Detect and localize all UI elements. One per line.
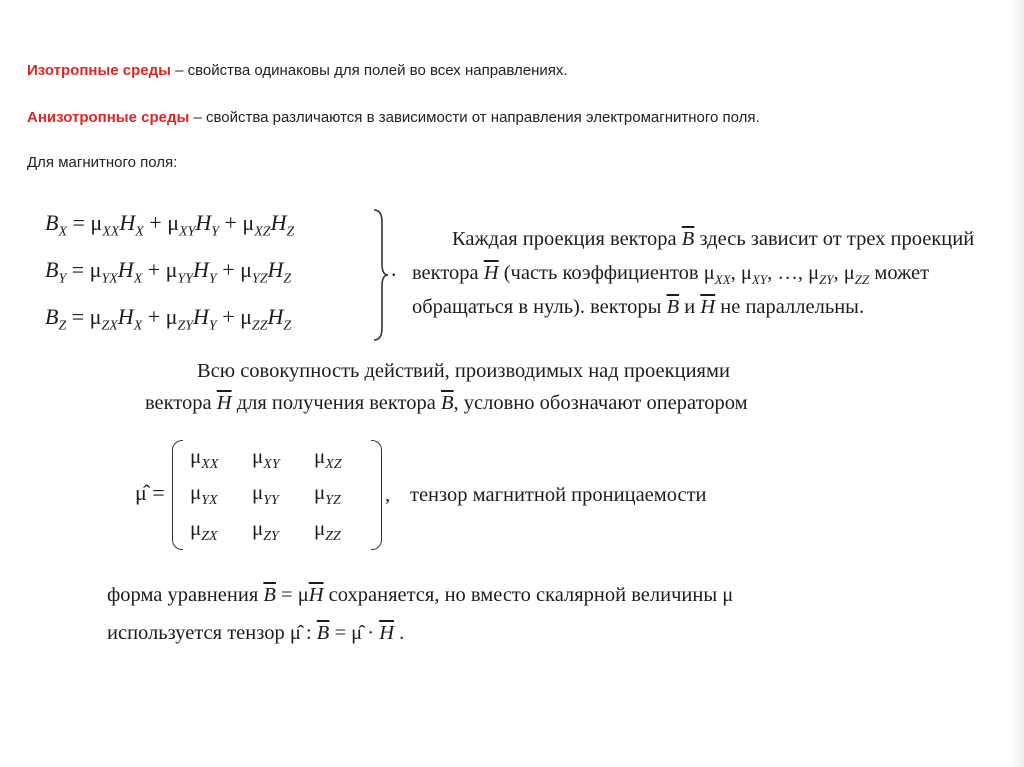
eq-h-sub: Z [283,318,292,334]
eq-lhs: B [45,304,59,329]
eq-h-sub: Y [208,318,217,334]
eq-h-sub: Z [286,224,295,240]
tensor-symbol: μ̂ [135,480,147,505]
tensor-comma: , [385,484,391,506]
vector-b: $\overline{B}$ [666,296,680,318]
eq-h-sub: Y [208,271,217,287]
isotropic-term: Изотропные среды [27,62,171,79]
vector-h: $\overline{H}$ [700,296,716,318]
eq-mu-sub: YX [101,271,118,287]
eq-h-sub: X [133,271,143,287]
eq-mu-sub: ZZ [251,318,268,334]
matrix-cell: $\mu_{XY}$ [252,444,280,473]
magnetic-field-heading: Для магнитного поля: [27,154,178,171]
page-edge-shadow [1010,0,1024,767]
matrix-cell: $\mu_{ZY}$ [252,516,279,545]
right-brace [372,208,390,342]
eq-lhs-sub: X [58,224,68,240]
eq-lhs: B [45,210,59,235]
eq-mu-sub: YY [177,271,194,287]
vector-h: $\overline{H}$ [308,584,324,606]
tensor-equals: = [146,480,165,505]
vector-h: $\overline{H}$ [379,622,395,644]
matrix-left-bracket [172,440,183,550]
eq-h-sub: X [135,224,144,240]
eq-lhs: B [45,257,59,282]
anisotropic-term: Анизотропные среды [27,109,190,126]
conclusion-line1: форма уравнения $\overline{B} = \mu\overline{H}$ сохраняется, но вместо скалярной величины μ [107,584,734,606]
tensor-label: тензор магнитной проницаемости [410,484,707,506]
equation-row: $B_Y = \mu_{YX}H_X + \mu_{YY}H_Y + \mu_{YZ}H_Z$ [45,257,292,287]
matrix-cell: $\mu_{XX}$ [190,444,219,473]
conclusion-line2: используется тензор μ̂ : $\overline{B}$ = μ̂ · $\overline{H}$ . [107,622,405,644]
eq-lhs-sub: Z [58,318,67,334]
equation-system [45,210,395,351]
eq-mu-sub: ZX [101,318,118,334]
eq-mu-sub: YZ [251,271,268,287]
vector-b: $\overline{B}$ [441,392,454,414]
vector-h: $\overline{H}$ [216,392,232,414]
isotropic-description: – свойства одинаковы для полей во всех направлениях. [170,62,568,79]
eq-mu-sub: XY [178,224,196,240]
eq-mu-sub: XZ [254,224,271,240]
eq-mu-sub: XX [102,224,120,240]
matrix-cell: $\mu_{YZ}$ [314,480,341,509]
eq-lhs-sub: Y [58,271,67,287]
eq-h-sub: Y [211,224,220,240]
side-note-line2: вектора $\overline{H}$ (часть коэффициентов $\mu_{XX}$, $\mu_{XY}$, …, $\mu_{ZY}$, $\mu_{ZZ}$ может [412,262,930,288]
equation-row: $B_Z = \mu_{ZX}H_X + \mu_{ZY}H_Y + \mu_{ZZ}H_Z$ [45,304,292,334]
matrix-cell: $\mu_{ZX}$ [190,516,218,545]
operator-text-line1: Всю совокупность действий, производимых над проекциями [197,360,730,382]
tensor-operator [135,480,165,506]
matrix-cells [190,444,376,552]
vector-h: $\overline{H}$ [483,262,499,284]
isotropic-definition [27,62,568,79]
anisotropic-description: – свойства различаются в зависимости от направления электромагнитного поля. [189,109,760,126]
operator-text-line2: вектора $\overline{H}$ для получения вектора $\overline{B}$, условно обозначают оператором [145,392,748,414]
matrix-cell: $\mu_{YX}$ [190,480,218,509]
tensor-matrix [172,440,382,550]
equation-row: $B_X = \mu_{XX}H_X + \mu_{XY}H_Y + \mu_{XZ}H_Z$ [45,210,295,240]
matrix-cell: $\mu_{ZZ}$ [314,516,341,545]
tensor-symbol: μ̂ [289,622,301,644]
eq-h-sub: Z [283,271,292,287]
matrix-cell: $\mu_{YY}$ [252,480,279,509]
matrix-right-bracket [371,440,382,550]
eq-mu-sub: ZY [177,318,194,334]
vector-b: $\overline{B}$ [263,584,276,606]
vector-b: $\overline{B}$ [681,228,695,250]
eq-h-sub: X [133,318,143,334]
side-note-line3: обращаться в нуль). векторы $\overline{B}$ и $\overline{H}$ не параллельны. [412,296,865,318]
brace-period: . [391,256,397,281]
anisotropic-definition [27,109,760,126]
side-note-line1: Каждая проекция вектора $\overline{B}$ здесь зависит от трех проекций [452,228,975,250]
matrix-cell: $\mu_{XZ}$ [314,444,342,473]
vector-b: $\overline{B}$ [316,622,330,644]
